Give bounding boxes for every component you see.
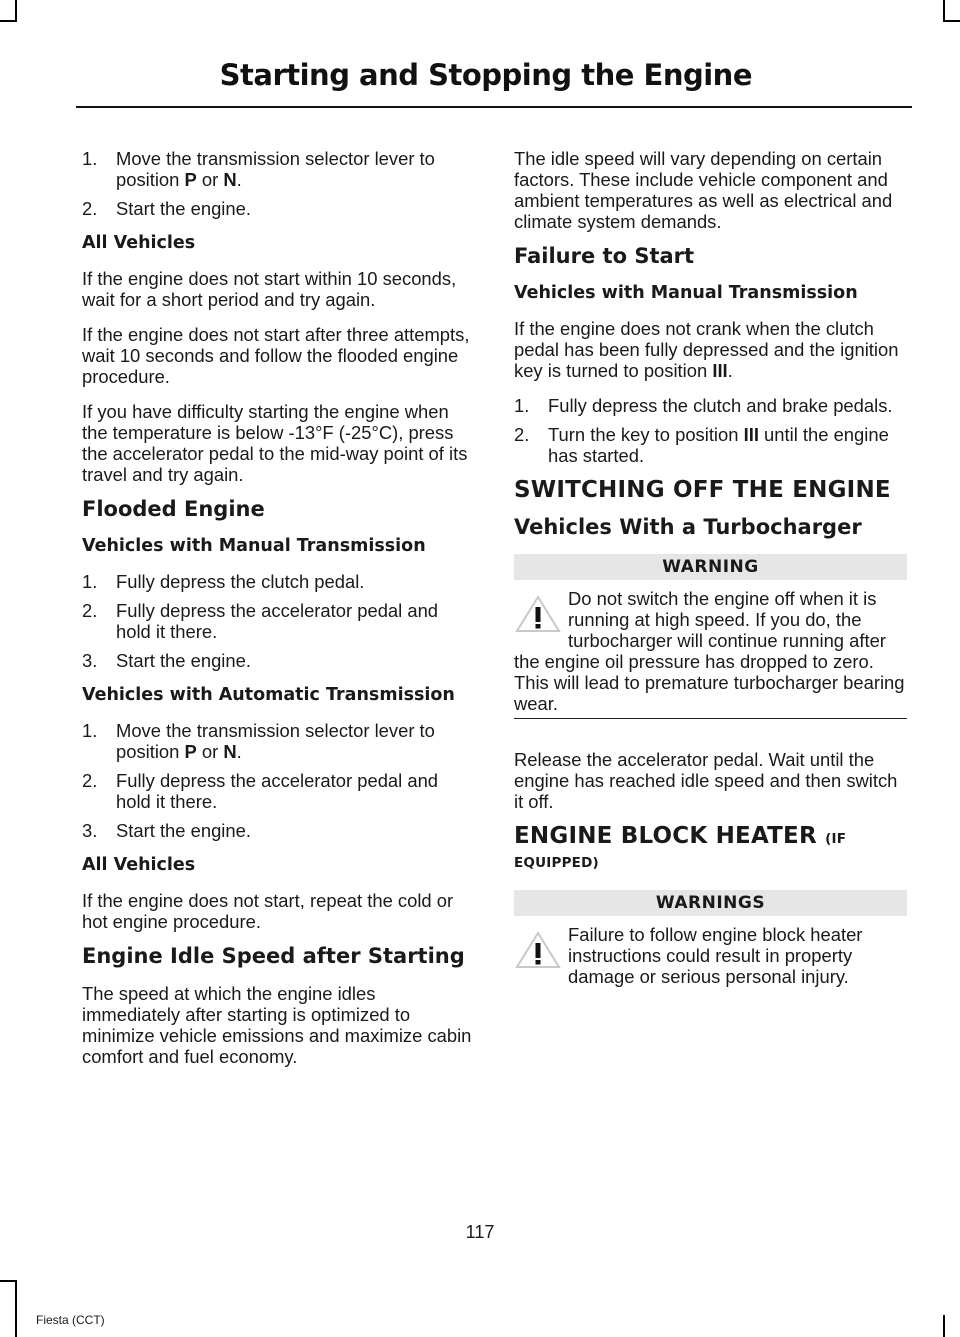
heading-switching-off: SWITCHING OFF THE ENGINE <box>514 477 891 503</box>
list-item <box>82 571 477 592</box>
list-item <box>514 395 907 416</box>
right-column <box>514 148 907 987</box>
warnings-label: WARNINGS <box>514 890 907 916</box>
crop-mark <box>0 1280 17 1282</box>
step-text: Move the transmission selector lever to position <box>116 720 435 762</box>
warning-text: Do not switch the engine off when it is running at high speed. If you do, the turbocharger will continue running after the engine oil pressure has dropped to zero. This will lead to premature turbocharger bearing wear. <box>514 588 905 714</box>
crop-mark <box>943 1315 945 1337</box>
page-header-title: Starting and Stopping the Engine <box>219 58 752 92</box>
subheading-all-vehicles: All Vehicles <box>82 855 196 875</box>
step-text: Turn the key to position <box>548 424 744 445</box>
heading-engine-block-heater <box>514 823 907 874</box>
subheading-automatic-transmission: Vehicles with Automatic Transmission <box>82 685 455 705</box>
step-text: until the engine has started. <box>548 424 889 466</box>
step-text: or <box>196 169 224 190</box>
step-text: Move the transmission selector lever to position <box>116 148 435 190</box>
subheading-turbocharger: Vehicles With a Turbocharger <box>514 515 862 539</box>
heading-flooded-engine: Flooded Engine <box>82 497 265 521</box>
step-number: 3. <box>82 820 98 841</box>
crop-mark <box>943 0 945 22</box>
subheading-manual-transmission: Vehicles with Manual Transmission <box>82 536 426 556</box>
heading-idle-speed: Engine Idle Speed after Starting <box>82 944 465 968</box>
paragraph: If you have difficulty starting the engine when the temperature is below -13°F (-25°C), press the accelerator pedal to the mid-way point of its travel and try again. <box>82 401 468 485</box>
step-number: 2. <box>82 198 98 219</box>
paragraph: If the engine does not start after three attempts, wait 10 seconds and follow the flooded engine procedure. <box>82 324 470 387</box>
step-number: 2. <box>514 424 530 445</box>
heading-text: ENGINE BLOCK HEATER <box>514 823 817 849</box>
auto-steps-list <box>82 720 477 841</box>
position-iii: III <box>743 424 759 445</box>
paragraph-text: If the engine does not crank when the clutch pedal has been fully depressed and the ignition key is turned to position <box>514 318 899 381</box>
warning-text: Failure to follow engine block heater instructions could result in property damage or serious personal injury. <box>568 924 863 987</box>
subheading-manual-transmission: Vehicles with Manual Transmission <box>514 283 858 303</box>
subheading-all-vehicles: All Vehicles <box>82 233 196 253</box>
list-item <box>82 148 477 190</box>
start-steps-list <box>82 148 477 219</box>
step-text: . <box>236 169 242 190</box>
paragraph: Release the accelerator pedal. Wait until the engine has reached idle speed and then switch it off. <box>514 749 898 812</box>
position-n: N <box>223 741 237 762</box>
paragraph: If the engine does not start within 10 seconds, wait for a short period and try again. <box>82 268 457 310</box>
warning-triangle-icon <box>514 594 562 634</box>
list-item <box>82 770 477 812</box>
heading-failure-to-start: Failure to Start <box>514 244 695 268</box>
model-label: Fiesta (CCT) <box>36 1313 105 1327</box>
crop-mark <box>15 1280 17 1337</box>
heading-suffix: (IF EQUIPPED) <box>514 831 847 871</box>
step-number: 1. <box>82 571 98 592</box>
left-column <box>82 148 477 1081</box>
list-item <box>82 820 477 841</box>
paragraph: The idle speed will vary depending on certain factors. These include vehicle component and ambient temperatures as well as electrical and climate system demands. <box>514 148 893 232</box>
step-text: Fully depress the accelerator pedal and hold it there. <box>116 770 439 812</box>
position-n: N <box>223 169 237 190</box>
step-text: Start the engine. <box>116 650 251 671</box>
step-text: or <box>196 741 224 762</box>
step-text: Start the engine. <box>116 198 251 219</box>
paragraph: If the engine does not start, repeat the cold or hot engine procedure. <box>82 890 454 932</box>
position-p: P <box>184 169 197 190</box>
paragraph: The speed at which the engine idles immediately after starting is optimized to minimize vehicle emissions and maximize cabin comfort and fuel economy. <box>82 983 472 1067</box>
warning-divider <box>514 718 907 719</box>
crop-mark <box>15 0 17 22</box>
failure-steps-list <box>514 395 907 466</box>
position-iii: III <box>712 360 728 381</box>
list-item <box>82 720 477 762</box>
warnings-box <box>514 924 907 987</box>
paragraph <box>514 318 907 381</box>
step-number: 3. <box>82 650 98 671</box>
step-text: Fully depress the clutch pedal. <box>116 571 365 592</box>
step-number: 1. <box>82 148 98 169</box>
page-number: 117 <box>465 1222 495 1242</box>
list-item <box>514 424 907 466</box>
manual-steps-list <box>82 571 477 671</box>
header-divider <box>76 106 912 108</box>
position-p: P <box>184 741 197 762</box>
warning-triangle-icon <box>514 930 562 970</box>
step-number: 2. <box>82 770 98 791</box>
paragraph-text: . <box>727 360 733 381</box>
step-text: Fully depress the accelerator pedal and hold it there. <box>116 600 439 642</box>
step-number: 2. <box>82 600 98 621</box>
step-number: 1. <box>82 720 98 741</box>
step-text: Start the engine. <box>116 820 251 841</box>
list-item <box>82 198 477 219</box>
list-item <box>82 600 477 642</box>
crop-mark <box>943 20 960 22</box>
crop-mark <box>0 20 17 22</box>
list-item <box>82 650 477 671</box>
step-text: . <box>236 741 242 762</box>
warning-box <box>514 588 907 714</box>
step-text: Fully depress the clutch and brake pedals. <box>548 395 893 416</box>
step-number: 1. <box>514 395 530 416</box>
warning-label: WARNING <box>514 554 907 580</box>
